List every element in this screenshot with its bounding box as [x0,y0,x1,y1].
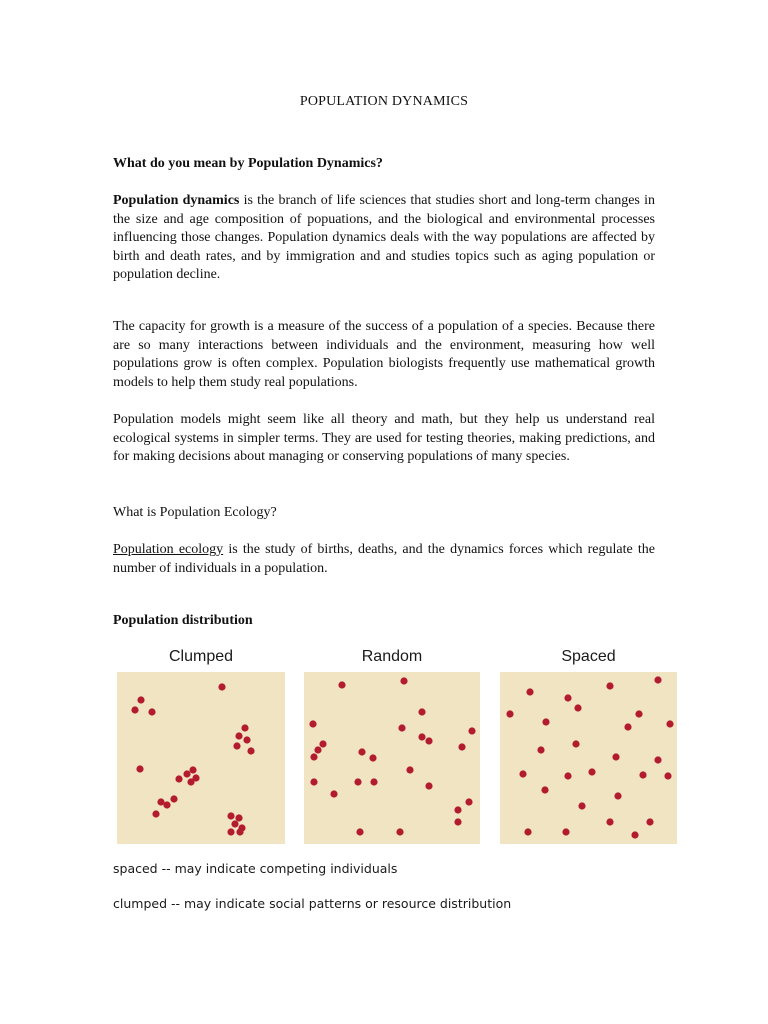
dot [247,747,254,754]
dot [330,790,337,797]
dot [398,724,405,731]
caption-clumped: clumped -- may indicate social patterns or resource distribution [113,896,512,911]
dot [562,828,569,835]
dot [454,818,461,825]
panel-label-spaced: Spaced [561,648,616,665]
dot [310,753,317,760]
dot [612,753,619,760]
dot [542,718,549,725]
definition-text: is the branch of life sciences that studies short and long-term changes in the size and age composition of popuations, and the biological and environmental processes influencing those changes. Population dynamics deals with the way populations are affected by birth and death rates, and by immigration and and studies topics such as aging population or population decline. [113,193,655,282]
dot [243,736,250,743]
dot [654,676,661,683]
dot [506,710,513,717]
paragraph-population-models: Population models might seem like all theory and math, but they help us understand real ecological systems in simpler terms. They are used for testing theories, making predictions, and for making decisions about managing or conserving populations of many species. [113,412,655,464]
dot [369,754,376,761]
random-dots [304,672,480,844]
dot [148,708,155,715]
dot [418,733,425,740]
dot [574,704,581,711]
ecology-definition-text: is the study of births, deaths, and the dynamics forces which regulate the number of individuals in a population. [113,542,655,576]
dot [606,682,613,689]
dot [189,766,196,773]
dot [183,770,190,777]
panel-box-random [304,672,480,844]
dot [564,772,571,779]
clumped-dots [117,672,285,844]
dot [588,768,595,775]
dot [572,740,579,747]
dot [314,746,321,753]
dot [468,727,475,734]
paragraph-definition-ecology [113,541,655,578]
dot [227,812,234,819]
dot [231,820,238,827]
dot [310,778,317,785]
dot [309,720,316,727]
panel-label-random: Random [361,648,423,665]
dot [631,831,638,838]
panel-spaced [500,648,677,848]
dot [578,802,585,809]
dot [454,806,461,813]
dot [227,828,234,835]
dot [606,818,613,825]
term-population-dynamics: Population dynamics [113,193,240,208]
dot [235,814,242,821]
paragraph-growth-capacity: The capacity for growth is a measure of the success of a population of a species. Because there are so many interactions between individuals and the environment, measuring how well populations grow is often complex. Population biologists frequently use mathematical growth models to help them study real populations. [113,319,655,390]
term-population-ecology: Population ecology [113,542,224,557]
dot [541,786,548,793]
dot [666,720,673,727]
dot [396,828,403,835]
dot [646,818,653,825]
dot [187,778,194,785]
dot [614,792,621,799]
dot [233,742,240,749]
dot [175,775,182,782]
dot [639,771,646,778]
panel-label-clumped: Clumped [168,648,234,665]
dot [358,748,365,755]
dot [131,706,138,713]
dot [354,778,361,785]
dot [218,683,225,690]
dot [537,746,544,753]
dot [400,677,407,684]
dot [163,801,170,808]
question-heading-population-dynamics: What do you mean by Population Dynamics? [113,156,383,171]
dot [526,688,533,695]
dot [635,710,642,717]
dot [418,708,425,715]
dot [241,724,248,731]
dot [624,723,631,730]
dot [319,740,326,747]
dot [664,772,671,779]
dot [370,778,377,785]
dot [425,782,432,789]
caption-spaced: spaced -- may indicate competing individuals [113,861,398,876]
dot [170,795,177,802]
dot [152,810,159,817]
panel-random [304,648,480,848]
dot [136,765,143,772]
panel-box-clumped [117,672,285,844]
spaced-dots [500,672,677,844]
dot [236,828,243,835]
dot [137,696,144,703]
dot [406,766,413,773]
dot [654,756,661,763]
dot [356,828,363,835]
dot [564,694,571,701]
dot [465,798,472,805]
dot [338,681,345,688]
dot [235,732,242,739]
heading-population-distribution: Population distribution [113,613,253,628]
panel-clumped [117,648,285,848]
dot [524,828,531,835]
dot [519,770,526,777]
panel-box-spaced [500,672,677,844]
page-title: POPULATION DYNAMICS [299,94,469,109]
dot [425,737,432,744]
paragraph-definition-dynamics [113,192,655,285]
question-population-ecology: What is Population Ecology? [113,505,277,520]
dot [458,743,465,750]
